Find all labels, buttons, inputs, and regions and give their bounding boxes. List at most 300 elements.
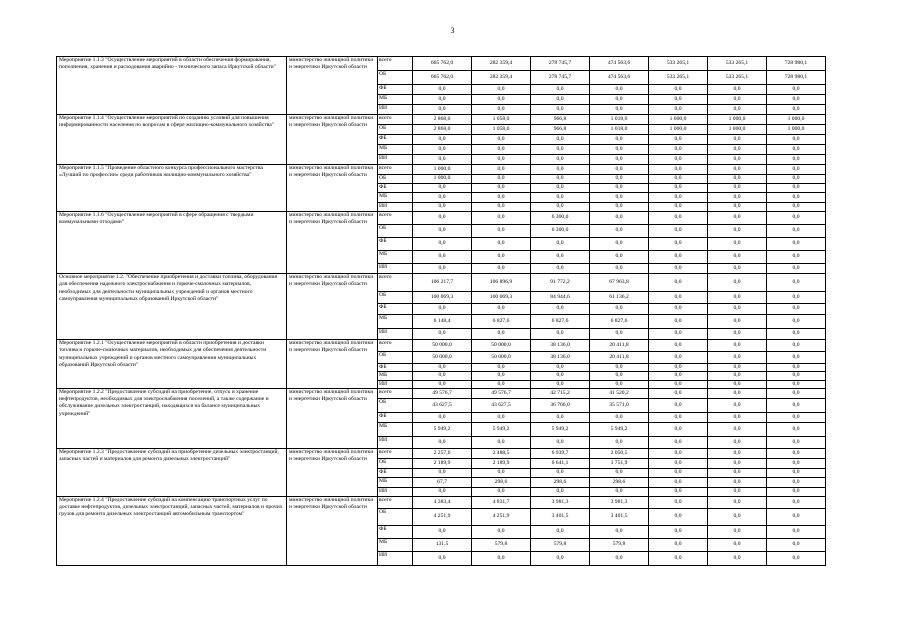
amount-cell: 0,0 xyxy=(767,251,826,264)
amount-cell: 0,0 xyxy=(590,193,649,203)
amount-cell: 0,0 xyxy=(767,352,826,364)
amount-cell: 0,0 xyxy=(649,135,708,145)
amount-cell: 0,0 xyxy=(767,458,826,468)
amount-cell: 0,0 xyxy=(708,352,767,364)
amount-cell: 0,0 xyxy=(590,372,649,380)
amount-cell: 0,0 xyxy=(767,225,826,238)
amount-cell: 0,0 xyxy=(472,468,531,477)
funding-source: ОБ xyxy=(378,71,413,85)
amount-cell: 0,0 xyxy=(531,105,590,115)
amount-cell: 0,0 xyxy=(413,487,472,496)
amount-cell: 91 772,2 xyxy=(531,274,590,292)
amount-cell: 0,0 xyxy=(590,225,649,238)
amount-cell: 0,0 xyxy=(531,95,590,105)
amount-cell: 0,0 xyxy=(767,329,826,340)
amount-cell: 0,0 xyxy=(649,422,708,436)
amount-cell: 0,0 xyxy=(413,264,472,274)
amount-cell: 0,0 xyxy=(767,238,826,251)
funding-source: МБ xyxy=(378,193,413,203)
amount-cell: 0,0 xyxy=(708,458,767,468)
amount-cell: 0,0 xyxy=(708,436,767,448)
funding-source: всего xyxy=(378,115,413,125)
amount-cell: 0,0 xyxy=(708,193,767,203)
table-row xyxy=(57,496,826,508)
amount-cell: 0,0 xyxy=(767,398,826,412)
amount-cell: 0,0 xyxy=(649,477,708,487)
amount-cell: 0,0 xyxy=(767,292,826,304)
amount-cell: 0,0 xyxy=(767,496,826,508)
amount-cell: 0,0 xyxy=(590,436,649,448)
funding-source: всего xyxy=(378,388,413,398)
funding-source: ИИ xyxy=(378,436,413,448)
amount-cell: 0,0 xyxy=(708,274,767,292)
amount-cell: 3 981,3 xyxy=(590,496,649,508)
amount-cell: 0,0 xyxy=(767,364,826,372)
funding-source: ОБ xyxy=(378,508,413,525)
amount-cell: 0,0 xyxy=(472,264,531,274)
amount-cell: 0,0 xyxy=(413,193,472,203)
amount-cell: 665 762,0 xyxy=(413,57,472,71)
amount-cell: 0,0 xyxy=(531,380,590,388)
amount-cell: 0,0 xyxy=(590,468,649,477)
amount-cell: 0,0 xyxy=(590,184,649,193)
amount-cell: 0,0 xyxy=(413,135,472,145)
funding-source: ФБ xyxy=(378,468,413,477)
amount-cell: 0,0 xyxy=(767,436,826,448)
amount-cell: 42 715,2 xyxy=(531,388,590,398)
amount-cell: 474 563,6 xyxy=(590,71,649,85)
amount-cell: 0,0 xyxy=(767,175,826,184)
amount-cell: 0,0 xyxy=(708,508,767,525)
amount-cell: 0,0 xyxy=(531,85,590,95)
amount-cell: 0,0 xyxy=(649,212,708,225)
amount-cell: 0,0 xyxy=(472,184,531,193)
amount-cell: 0,0 xyxy=(767,388,826,398)
funding-source: ИИ xyxy=(378,551,413,565)
funding-source: ИИ xyxy=(378,380,413,388)
amount-cell: 0,0 xyxy=(590,487,649,496)
amount-cell: 1 751,9 xyxy=(590,458,649,468)
amount-cell: 0,0 xyxy=(531,412,590,422)
amount-cell: 0,0 xyxy=(767,551,826,565)
amount-cell: 0,0 xyxy=(767,304,826,315)
amount-cell: 100 069,3 xyxy=(413,292,472,304)
amount-cell: 728 980,1 xyxy=(767,57,826,71)
amount-cell: 3 401,5 xyxy=(590,508,649,525)
amount-cell: 0,0 xyxy=(531,372,590,380)
amount-cell: 1 000,0 xyxy=(413,165,472,175)
amount-cell: 0,0 xyxy=(649,95,708,105)
amount-cell: 43 627,5 xyxy=(413,398,472,412)
amount-cell: 0,0 xyxy=(649,538,708,551)
amount-cell: 0,0 xyxy=(708,422,767,436)
amount-cell: 0,0 xyxy=(472,193,531,203)
amount-cell: 0,0 xyxy=(767,477,826,487)
table-row xyxy=(57,212,826,225)
measure-title: Основное мероприятие 1.2. "Обеспечение приобретения и доставки топлива, оборудования для обеспечения надежного электроснабжения и горюче-смазочных материалов, необходимых для деятельности муниципальных учреждений и органов местного самоуправления муниципальных образований Иркутской области" xyxy=(57,274,287,340)
amount-cell: 0,0 xyxy=(708,448,767,458)
amount-cell: 0,0 xyxy=(590,238,649,251)
funding-source: ФБ xyxy=(378,525,413,538)
amount-cell: 0,0 xyxy=(590,212,649,225)
funding-table-body xyxy=(57,57,826,566)
amount-cell: 50 000,0 xyxy=(472,340,531,352)
amount-cell: 0,0 xyxy=(708,340,767,352)
amount-cell: 0,0 xyxy=(708,212,767,225)
amount-cell: 0,0 xyxy=(531,304,590,315)
amount-cell: 1 058,0 xyxy=(472,125,531,135)
amount-cell: 0,0 xyxy=(531,175,590,184)
measure-title: Мероприятие 1.1.3 "Осуществление мероприятий в области обеспечения формирования, пополнения, хранения и расходования аварийно - технического запаса Иркутской области" xyxy=(57,57,287,115)
amount-cell: 0,0 xyxy=(413,238,472,251)
amount-cell: 0,0 xyxy=(472,487,531,496)
measure-title: Мероприятие 1.2.4 "Предоставление субсидий на компенсацию транспортных услуг по доставке нефтепродуктов, дизельных электростанций, запасных частей, материалов и прочих грузов для ремонта дизельных электростанций автомобильным транспортом" xyxy=(57,496,287,565)
amount-cell: 0,0 xyxy=(472,145,531,155)
amount-cell: 49 576,7 xyxy=(472,388,531,398)
amount-cell: 0,0 xyxy=(767,380,826,388)
amount-cell: 2 868,0 xyxy=(413,125,472,135)
amount-cell: 1 000,0 xyxy=(649,115,708,125)
amount-cell: 0,0 xyxy=(413,380,472,388)
amount-cell: 533 265,1 xyxy=(708,57,767,71)
amount-cell: 0,0 xyxy=(413,525,472,538)
amount-cell: 0,0 xyxy=(708,135,767,145)
table-row xyxy=(57,274,826,292)
amount-cell: 0,0 xyxy=(649,487,708,496)
amount-cell: 0,0 xyxy=(649,525,708,538)
amount-cell: 0,0 xyxy=(708,364,767,372)
amount-cell: 0,0 xyxy=(708,175,767,184)
amount-cell: 0,0 xyxy=(413,212,472,225)
executor-cell: министерство жилищной политики и энергетики Иркутской области xyxy=(287,165,378,212)
amount-cell: 728 980,1 xyxy=(767,71,826,85)
amount-cell: 298,6 xyxy=(472,477,531,487)
amount-cell: 298,6 xyxy=(590,477,649,487)
amount-cell: 0,0 xyxy=(590,364,649,372)
amount-cell: 282 359,4 xyxy=(472,57,531,71)
amount-cell: 3 401,5 xyxy=(531,508,590,525)
amount-cell: 0,0 xyxy=(413,551,472,565)
amount-cell: 0,0 xyxy=(649,304,708,315)
measure-title: Мероприятие 1.1.4 "Осуществление мероприятий по созданию условий для повышения информированности населения по вопросам в сфере жилищно-коммунального хозяйства" xyxy=(57,115,287,165)
amount-cell: 533 265,1 xyxy=(708,71,767,85)
amount-cell: 6 148,4 xyxy=(413,315,472,329)
funding-source: ОБ xyxy=(378,398,413,412)
amount-cell: 0,0 xyxy=(472,155,531,165)
executor-cell: министерство жилищной политики и энергетики Иркутской области xyxy=(287,57,378,115)
amount-cell: 0,0 xyxy=(531,487,590,496)
amount-cell: 0,0 xyxy=(531,364,590,372)
amount-cell: 6 827,6 xyxy=(590,315,649,329)
amount-cell: 0,0 xyxy=(649,380,708,388)
funding-source: МБ xyxy=(378,372,413,380)
amount-cell: 0,0 xyxy=(590,145,649,155)
amount-cell: 20 411,8 xyxy=(590,352,649,364)
amount-cell: 0,0 xyxy=(472,329,531,340)
amount-cell: 0,0 xyxy=(472,165,531,175)
amount-cell: 5 949,2 xyxy=(472,422,531,436)
executor-cell: министерство жилищной политики и энергетики Иркутской области xyxy=(287,212,378,274)
funding-source: ФБ xyxy=(378,364,413,372)
amount-cell: 0,0 xyxy=(767,135,826,145)
amount-cell: 0,0 xyxy=(649,193,708,203)
measure-title: Мероприятие 1.2.2 "Предоставление субсидий на приобретение, отпуск и хранение нефтепродуктов, необходимых для электроснабжения поселений, а также содержание и обслуживание дизельных электростанций, находящихся на балансе муниципальных учреждений" xyxy=(57,388,287,448)
amount-cell: 0,0 xyxy=(649,145,708,155)
funding-source: МБ xyxy=(378,95,413,105)
amount-cell: 1 000,0 xyxy=(767,115,826,125)
amount-cell: 0,0 xyxy=(708,225,767,238)
funding-source: всего xyxy=(378,340,413,352)
amount-cell: 0,0 xyxy=(649,264,708,274)
measure-title: Мероприятие 1.1.6 "Осуществление мероприятий в сфере обращения с твердыми коммунальными отходами" xyxy=(57,212,287,274)
amount-cell: 0,0 xyxy=(590,551,649,565)
amount-cell: 1 000,0 xyxy=(708,115,767,125)
amount-cell: 0,0 xyxy=(708,525,767,538)
amount-cell: 2 050,5 xyxy=(590,448,649,458)
amount-cell: 0,0 xyxy=(767,184,826,193)
amount-cell: 0,0 xyxy=(472,364,531,372)
amount-cell: 0,0 xyxy=(708,487,767,496)
amount-cell: 0,0 xyxy=(767,422,826,436)
funding-source: ФБ xyxy=(378,238,413,251)
funding-source: ОБ xyxy=(378,458,413,468)
funding-source: ОБ xyxy=(378,352,413,364)
amount-cell: 0,0 xyxy=(472,304,531,315)
amount-cell: 0,0 xyxy=(708,468,767,477)
amount-cell: 0,0 xyxy=(649,388,708,398)
amount-cell: 0,0 xyxy=(767,340,826,352)
amount-cell: 474 563,6 xyxy=(590,57,649,71)
amount-cell: 1 000,0 xyxy=(708,125,767,135)
funding-source: МБ xyxy=(378,145,413,155)
amount-cell: 0,0 xyxy=(590,251,649,264)
amount-cell: 0,0 xyxy=(531,525,590,538)
amount-cell: 0,0 xyxy=(767,274,826,292)
funding-source: МБ xyxy=(378,538,413,551)
table-row xyxy=(57,388,826,398)
amount-cell: 0,0 xyxy=(649,448,708,458)
amount-cell: 1 000,0 xyxy=(649,125,708,135)
funding-source: всего xyxy=(378,274,413,292)
funding-source: ИИ xyxy=(378,155,413,165)
amount-cell: 0,0 xyxy=(531,165,590,175)
amount-cell: 0,0 xyxy=(413,203,472,212)
amount-cell: 50 000,0 xyxy=(413,340,472,352)
amount-cell: 0,0 xyxy=(531,436,590,448)
amount-cell: 0,0 xyxy=(413,364,472,372)
amount-cell: 0,0 xyxy=(472,85,531,95)
amount-cell: 0,0 xyxy=(708,85,767,95)
amount-cell: 0,0 xyxy=(531,468,590,477)
amount-cell: 0,0 xyxy=(649,238,708,251)
amount-cell: 106 896,9 xyxy=(472,274,531,292)
amount-cell: 0,0 xyxy=(708,238,767,251)
amount-cell: 0,0 xyxy=(649,175,708,184)
amount-cell: 6 300,0 xyxy=(531,225,590,238)
amount-cell: 0,0 xyxy=(590,304,649,315)
amount-cell: 0,0 xyxy=(531,203,590,212)
funding-source: всего xyxy=(378,165,413,175)
amount-cell: 0,0 xyxy=(590,525,649,538)
funding-source: ИИ xyxy=(378,203,413,212)
amount-cell: 0,0 xyxy=(472,525,531,538)
amount-cell: 0,0 xyxy=(767,315,826,329)
amount-cell: 0,0 xyxy=(472,412,531,422)
amount-cell: 0,0 xyxy=(708,251,767,264)
amount-cell: 0,0 xyxy=(767,525,826,538)
amount-cell: 0,0 xyxy=(649,372,708,380)
amount-cell: 5 949,2 xyxy=(413,422,472,436)
measure-title: Мероприятие 1.1.5 "Проведение областного конкурса профессионального мастерства «Лучший по профессии» среди работников жилищно-коммунального хозяйства" xyxy=(57,165,287,212)
amount-cell: 0,0 xyxy=(767,105,826,115)
amount-cell: 0,0 xyxy=(649,292,708,304)
amount-cell: 0,0 xyxy=(708,315,767,329)
funding-source: ИИ xyxy=(378,487,413,496)
page-number: 3 xyxy=(450,26,455,35)
amount-cell: 1 018,0 xyxy=(590,115,649,125)
amount-cell: 0,0 xyxy=(649,412,708,422)
amount-cell: 0,0 xyxy=(590,203,649,212)
executor-cell: министерство жилищной политики и энергетики Иркутской области xyxy=(287,340,378,389)
amount-cell: 1 000,0 xyxy=(767,125,826,135)
amount-cell: 106 217,7 xyxy=(413,274,472,292)
amount-cell: 61 136,2 xyxy=(590,292,649,304)
amount-cell: 50 000,0 xyxy=(413,352,472,364)
amount-cell: 0,0 xyxy=(649,251,708,264)
amount-cell: 0,0 xyxy=(472,135,531,145)
funding-source: всего xyxy=(378,496,413,508)
funding-source: ОБ xyxy=(378,175,413,184)
amount-cell: 0,0 xyxy=(649,274,708,292)
amount-cell: 0,0 xyxy=(708,105,767,115)
amount-cell: 0,0 xyxy=(767,372,826,380)
funding-table xyxy=(56,56,826,566)
amount-cell: 3 981,3 xyxy=(531,496,590,508)
amount-cell: 2 868,0 xyxy=(413,115,472,125)
amount-cell: 579,8 xyxy=(590,538,649,551)
amount-cell: 6 641,1 xyxy=(531,458,590,468)
table-row xyxy=(57,57,826,71)
funding-source: МБ xyxy=(378,477,413,487)
amount-cell: 0,0 xyxy=(531,155,590,165)
amount-cell: 0,0 xyxy=(767,487,826,496)
amount-cell: 36 766,0 xyxy=(531,398,590,412)
amount-cell: 84 944,6 xyxy=(531,292,590,304)
amount-cell: 0,0 xyxy=(413,251,472,264)
amount-cell: 0,0 xyxy=(767,264,826,274)
executor-cell: министерство жилищной политики и энергетики Иркутской области xyxy=(287,448,378,496)
amount-cell: 0,0 xyxy=(767,203,826,212)
amount-cell: 0,0 xyxy=(472,203,531,212)
amount-cell: 0,0 xyxy=(472,95,531,105)
amount-cell: 0,0 xyxy=(767,468,826,477)
funding-source: ФБ xyxy=(378,184,413,193)
amount-cell: 0,0 xyxy=(531,264,590,274)
amount-cell: 966,8 xyxy=(531,115,590,125)
amount-cell: 0,0 xyxy=(413,184,472,193)
amount-cell: 579,8 xyxy=(472,538,531,551)
amount-cell: 0,0 xyxy=(531,193,590,203)
amount-cell: 0,0 xyxy=(413,329,472,340)
amount-cell: 0,0 xyxy=(472,225,531,238)
executor-cell: министерство жилищной политики и энергетики Иркутской области xyxy=(287,115,378,165)
funding-source: всего xyxy=(378,212,413,225)
amount-cell: 0,0 xyxy=(708,155,767,165)
amount-cell: 0,0 xyxy=(531,184,590,193)
funding-source: МБ xyxy=(378,422,413,436)
amount-cell: 0,0 xyxy=(649,398,708,412)
funding-source: ФБ xyxy=(378,135,413,145)
amount-cell: 4 251,9 xyxy=(413,508,472,525)
amount-cell: 0,0 xyxy=(472,551,531,565)
amount-cell: 0,0 xyxy=(413,95,472,105)
amount-cell: 0,0 xyxy=(708,551,767,565)
amount-cell: 0,0 xyxy=(531,135,590,145)
amount-cell: 298,6 xyxy=(531,477,590,487)
amount-cell: 0,0 xyxy=(649,165,708,175)
amount-cell: 579,8 xyxy=(531,538,590,551)
amount-cell: 0,0 xyxy=(472,436,531,448)
amount-cell: 4 251,9 xyxy=(472,508,531,525)
amount-cell: 2 257,6 xyxy=(413,448,472,458)
amount-cell: 0,0 xyxy=(767,85,826,95)
amount-cell: 0,0 xyxy=(590,175,649,184)
amount-cell: 0,0 xyxy=(708,165,767,175)
amount-cell: 0,0 xyxy=(708,496,767,508)
measure-title: Мероприятие 1.2.1 "Осуществление мероприятий в области приобретения и доставки топлива и горюче-смазочных материалов, необходимых для обеспечения деятельности муниципальных учреждений и органов местного самоуправления муниципальных образований Иркутской области" xyxy=(57,340,287,389)
table-row xyxy=(57,448,826,458)
funding-source: ИИ xyxy=(378,264,413,274)
amount-cell: 49 576,7 xyxy=(413,388,472,398)
amount-cell: 282 359,4 xyxy=(472,71,531,85)
amount-cell: 0,0 xyxy=(708,304,767,315)
amount-cell: 0,0 xyxy=(708,477,767,487)
amount-cell: 20 411,8 xyxy=(590,340,649,352)
amount-cell: 1 058,0 xyxy=(472,115,531,125)
amount-cell: 0,0 xyxy=(590,165,649,175)
amount-cell: 38 136,0 xyxy=(531,352,590,364)
amount-cell: 0,0 xyxy=(708,538,767,551)
amount-cell: 0,0 xyxy=(413,304,472,315)
amount-cell: 0,0 xyxy=(708,145,767,155)
amount-cell: 35 571,0 xyxy=(590,398,649,412)
amount-cell: 0,0 xyxy=(708,398,767,412)
amount-cell: 0,0 xyxy=(649,315,708,329)
amount-cell: 0,0 xyxy=(767,538,826,551)
amount-cell: 533 265,1 xyxy=(649,57,708,71)
amount-cell: 0,0 xyxy=(531,551,590,565)
funding-source: ОБ xyxy=(378,292,413,304)
amount-cell: 0,0 xyxy=(413,155,472,165)
funding-source: ОБ xyxy=(378,125,413,135)
amount-cell: 0,0 xyxy=(649,551,708,565)
amount-cell: 0,0 xyxy=(649,352,708,364)
amount-cell: 0,0 xyxy=(649,225,708,238)
amount-cell: 0,0 xyxy=(472,212,531,225)
amount-cell: 5 949,2 xyxy=(531,422,590,436)
amount-cell: 0,0 xyxy=(590,135,649,145)
amount-cell: 2 488,5 xyxy=(472,448,531,458)
amount-cell: 665 762,0 xyxy=(413,71,472,85)
amount-cell: 278 745,7 xyxy=(531,57,590,71)
amount-cell: 0,0 xyxy=(708,203,767,212)
amount-cell: 1 000,0 xyxy=(413,175,472,184)
amount-cell: 0,0 xyxy=(708,372,767,380)
amount-cell: 0,0 xyxy=(649,458,708,468)
amount-cell: 0,0 xyxy=(708,380,767,388)
amount-cell: 0,0 xyxy=(472,372,531,380)
amount-cell: 0,0 xyxy=(590,264,649,274)
